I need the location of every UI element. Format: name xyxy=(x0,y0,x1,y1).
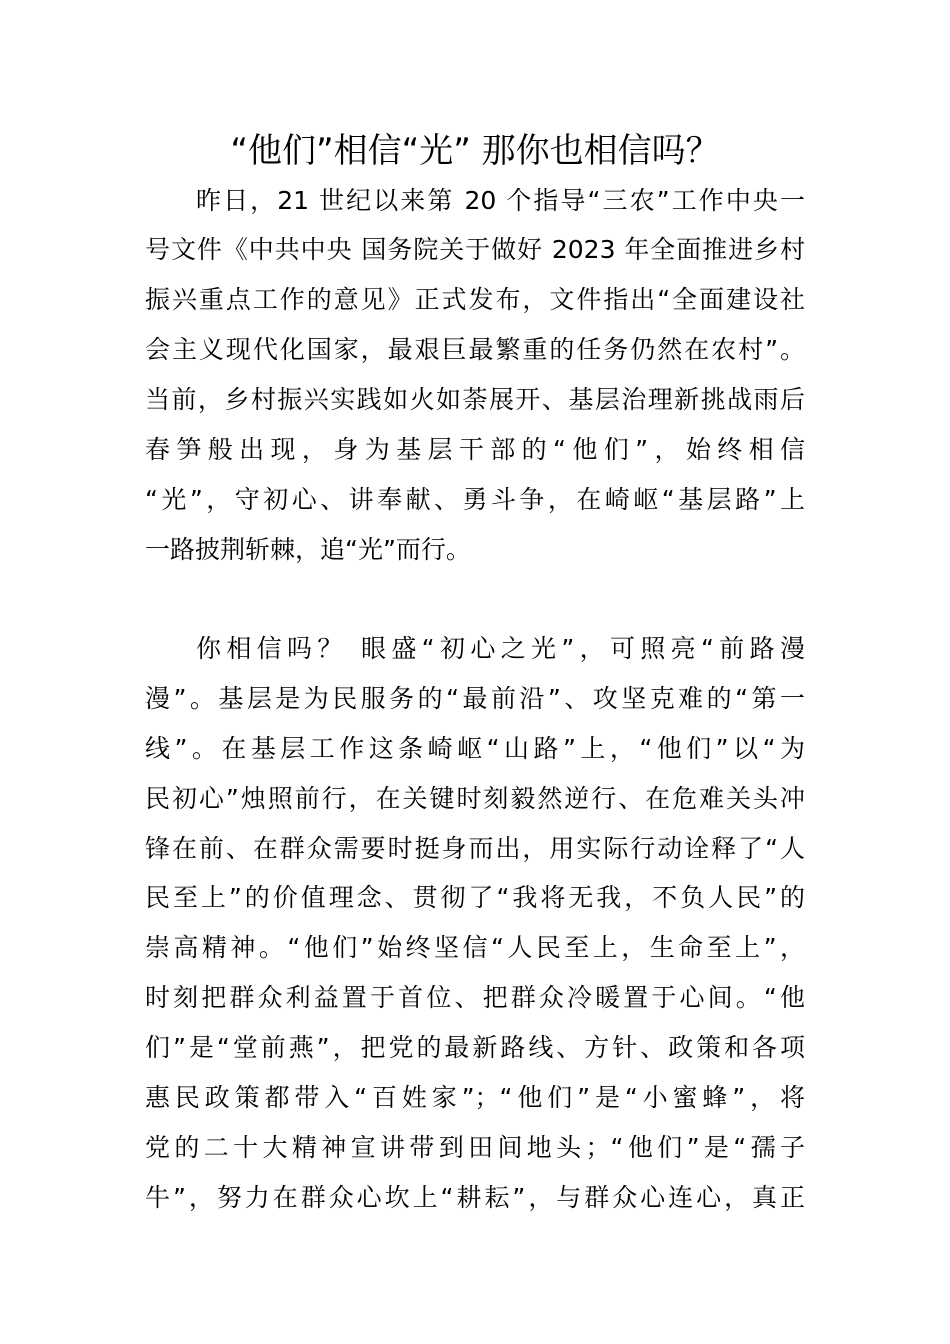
paragraph-line: 号文件《中共中央 国务院关于做好 2023 年全面推进乡村 xyxy=(145,235,805,264)
paragraph-line: 漫”。基层是为民服务的“最前沿”、攻坚克难的“第一 xyxy=(145,684,805,713)
paragraph-line: 春笋般出现，身为基层干部的“他们”，始终相信 xyxy=(145,435,805,464)
paragraph-line: 振兴重点工作的意见》正式发布，文件指出“全面建设社 xyxy=(145,285,805,314)
paragraph-line: 当前，乡村振兴实践如火如荼展开、基层治理新挑战雨后 xyxy=(145,385,805,414)
paragraph-line: 线”。在基层工作这条崎岖“山路”上，“他们”以“为 xyxy=(145,734,805,763)
paragraph-line: 一路披荆斩棘，追“光”而行。 xyxy=(145,535,471,564)
paragraph-line: 你相信吗？ 眼盛“初心之光”，可照亮“前路漫 xyxy=(196,634,805,663)
paragraph-line: 惠民政策都带入“百姓家”；“他们”是“小蜜蜂”，将 xyxy=(145,1083,805,1112)
paragraph-line: 锋在前、在群众需要时挺身而出，用实际行动诠释了“人 xyxy=(145,834,805,863)
paragraph-line: 民初心”烛照前行，在关键时刻毅然逆行、在危难关头冲 xyxy=(145,784,805,813)
paragraph-line: “光”，守初心、讲奉献、勇斗争，在崎岖“基层路”上 xyxy=(145,485,805,514)
document-title: “他们”相信“光” 那你也相信吗？ xyxy=(230,131,720,171)
paragraph-line: 民至上”的价值理念、贯彻了“我将无我，不负人民”的 xyxy=(145,883,805,912)
paragraph-line: 党的二十大精神宣讲带到田间地头；“他们”是“孺子 xyxy=(145,1133,805,1162)
paragraph-line: 昨日，21 世纪以来第 20 个指导“三农”工作中央一 xyxy=(196,186,805,215)
paragraph-line: 会主义现代化国家，最艰巨最繁重的任务仍然在农村”。 xyxy=(145,335,805,364)
paragraph-line: 崇高精神。“他们”始终坚信“人民至上，生命至上”， xyxy=(145,933,805,962)
paragraph-line: 牛”，努力在群众心坎上“耕耘”，与群众心连心，真正 xyxy=(145,1183,805,1212)
paragraph-line: 们”是“堂前燕”，把党的最新路线、方针、政策和各项 xyxy=(145,1033,805,1062)
paragraph-line: 时刻把群众利益置于首位、把群众冷暖置于心间。“他 xyxy=(145,983,805,1012)
